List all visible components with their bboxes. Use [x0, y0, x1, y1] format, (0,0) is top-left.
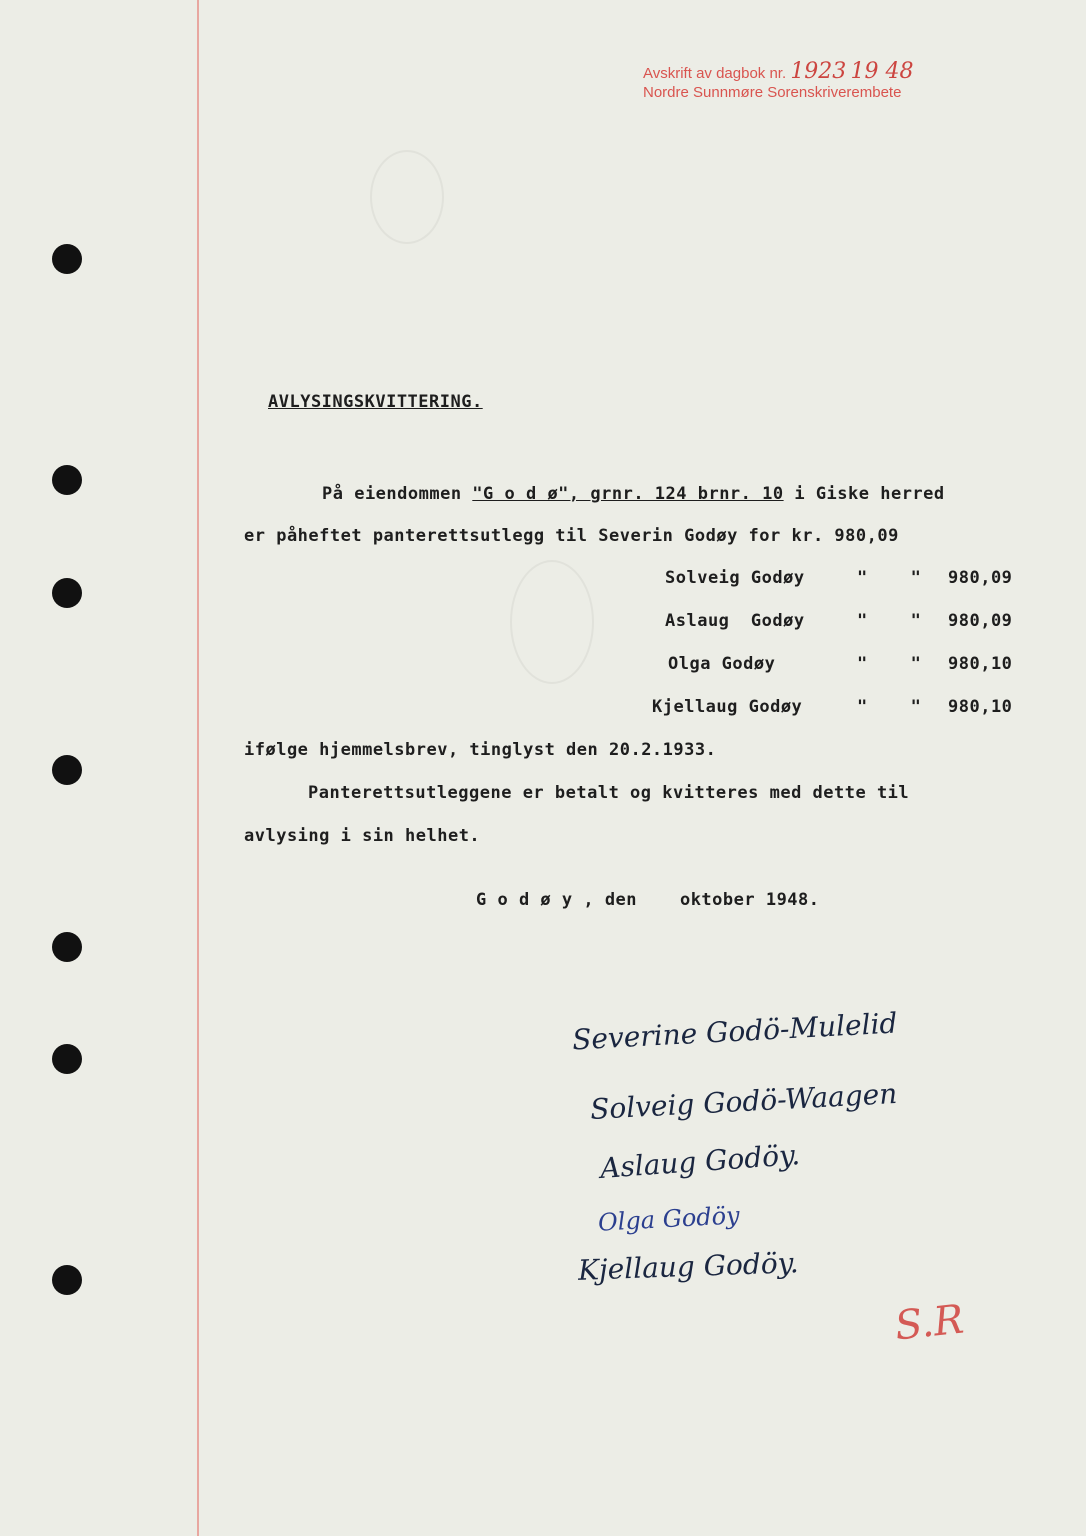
creditor-amount: 980,10: [948, 697, 1013, 717]
punch-hole: [52, 755, 82, 785]
signature: Aslaug Godöy.: [599, 1138, 802, 1185]
signature: Severine Godö-Mulelid: [571, 1006, 899, 1057]
ditto-marks: " ": [857, 611, 922, 631]
ditto-marks: " ": [857, 697, 922, 717]
paragraph-4-line-2: avlysing i sin helhet.: [244, 826, 481, 846]
ditto-marks: " ": [857, 654, 922, 674]
stamp-line-2: Nordre Sunnmøre Sorenskriverembete: [643, 84, 902, 101]
signature: Solveig Godö-Waagen: [589, 1076, 899, 1127]
margin-line: [197, 0, 199, 1536]
initials-mark: S.R: [892, 1296, 967, 1350]
paragraph-2: er påheftet panterettsutlegg til Severin Godøy for kr. 980,09: [244, 526, 899, 546]
registry-stamp: [643, 59, 914, 102]
stamp-prefix: Avskrift av dagbok nr.: [643, 65, 787, 82]
para1-prefix: På eiendommen: [322, 484, 473, 504]
creditor-amount: 980,09: [948, 568, 1013, 588]
punch-hole: [52, 1044, 82, 1074]
paragraph-3: ifølge hjemmelsbrev, tinglyst den 20.2.1933.: [244, 740, 717, 760]
punch-hole: [52, 244, 82, 274]
punch-hole: [52, 578, 82, 608]
stamp-number: 1923: [790, 59, 847, 84]
faint-watermark: [370, 150, 444, 244]
paragraph-1: [322, 484, 945, 504]
creditor-name: Kjellaug Godøy: [652, 697, 803, 717]
place-and-date: G o d ø y , den oktober 1948.: [476, 890, 820, 910]
document-title: AVLYSINGSKVITTERING.: [268, 392, 483, 412]
punch-hole: [52, 1265, 82, 1295]
creditor-name: Olga Godøy: [668, 654, 776, 674]
creditor-amount: 980,10: [948, 654, 1013, 674]
punch-hole: [52, 465, 82, 495]
signature: Olga Godöy: [597, 1201, 741, 1237]
stamp-year: 19 48: [850, 59, 914, 84]
creditor-amount: 980,09: [948, 611, 1013, 631]
property-designation: "G o d ø", grnr. 124 brnr. 10: [472, 484, 784, 504]
para1-suffix: i Giske herred: [783, 484, 945, 504]
paragraph-4-line-1: Panterettsutleggene er betalt og kvitteres med dette til: [308, 783, 910, 803]
creditor-name: Aslaug Godøy: [665, 611, 805, 631]
faint-watermark: [510, 560, 594, 684]
creditor-name: Solveig Godøy: [665, 568, 805, 588]
stamp-line-1: [643, 59, 914, 84]
signature: Kjellaug Godöy.: [577, 1246, 800, 1287]
punch-hole: [52, 932, 82, 962]
ditto-marks: " ": [857, 568, 922, 588]
